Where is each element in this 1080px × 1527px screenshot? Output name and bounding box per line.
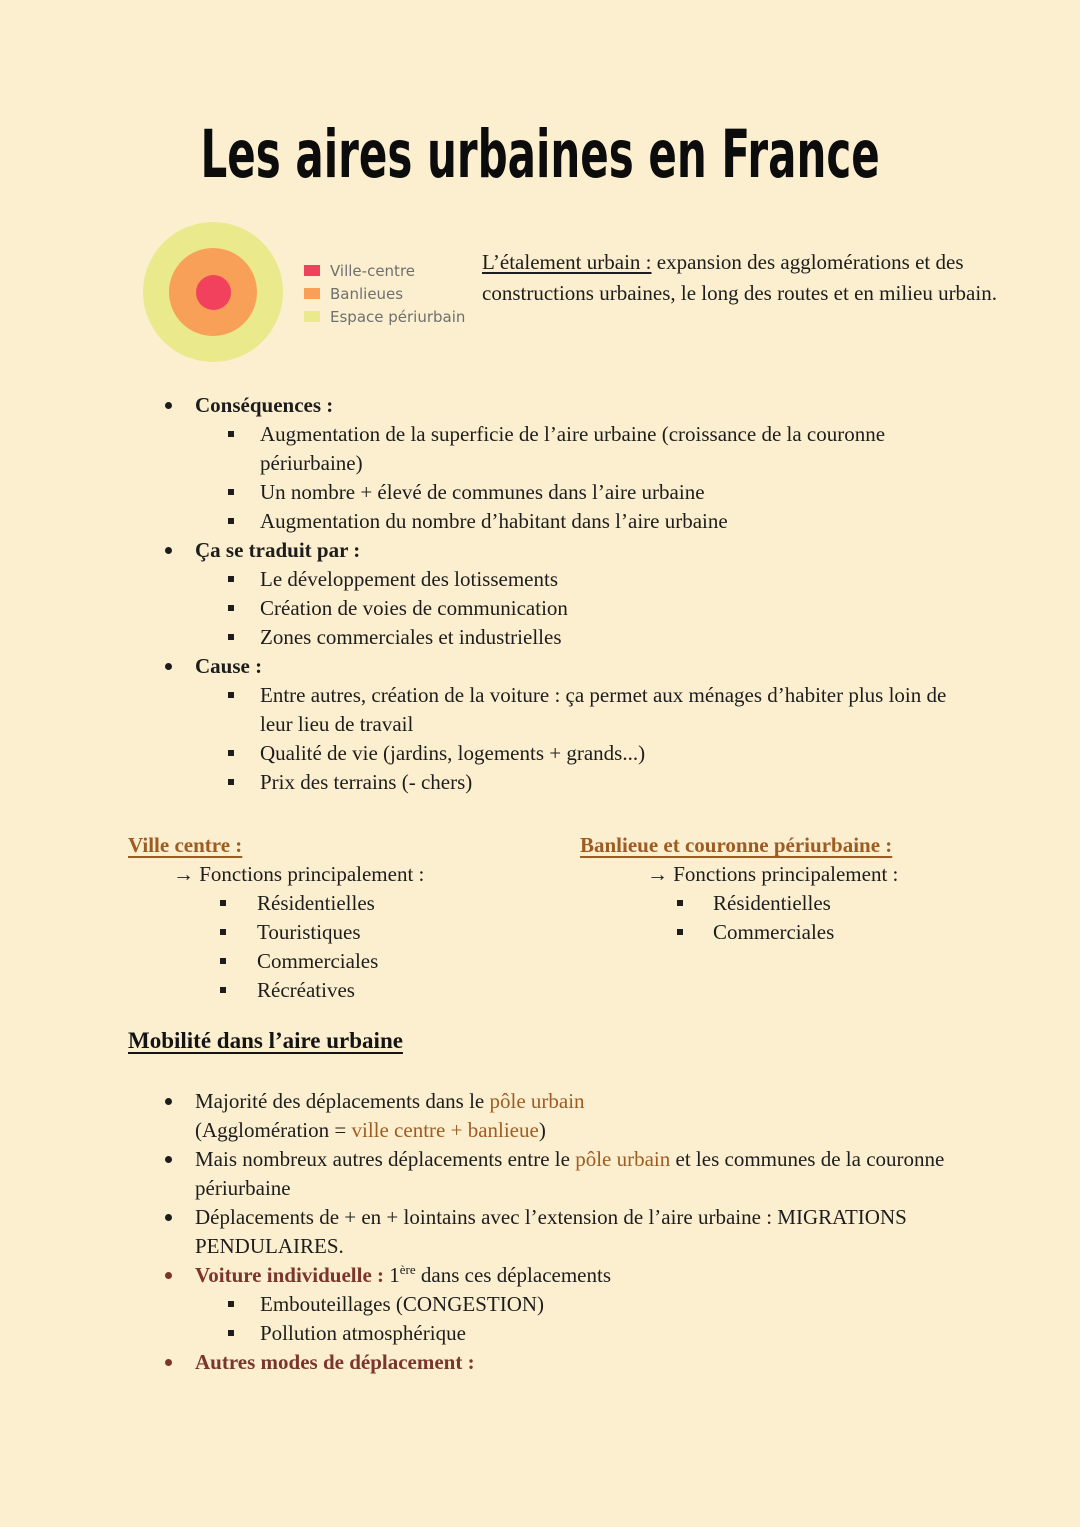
definition-term: L’étalement urbain : (482, 250, 652, 274)
legend-label: Ville-centre (330, 261, 416, 280)
banlieues-circle (169, 248, 257, 336)
list-item (0, 1087, 1080, 1145)
list-item-line (195, 1087, 952, 1116)
column-subheading: → Fonctions principalement : (647, 862, 899, 886)
list-subitem (0, 768, 1080, 797)
emphasis-lead: Autres modes de déplacement : (195, 1350, 475, 1374)
list-subitem (0, 594, 1080, 623)
bullet-dot-icon (165, 547, 172, 554)
espace-periurbain-circle (143, 222, 283, 362)
legend-label: Espace périurbain (330, 307, 466, 326)
list-item-text: Déplacements de + en + lointains avec l’extension de l’aire urbaine : MIGRATIONS PENDULAIRES. (195, 1205, 907, 1258)
list-subitem-text: Qualité de vie (jardins, logements + grands...) (260, 741, 646, 765)
list-subitem-text: Commerciales (257, 949, 379, 973)
list-subitem (128, 918, 580, 947)
superscript-text: ère (399, 1262, 416, 1277)
list-subitem (0, 681, 1080, 739)
list-subitem (0, 1290, 1080, 1319)
mobility-list (0, 1087, 1080, 1377)
bullet-square-icon (228, 779, 234, 785)
diagram-legend (304, 259, 465, 328)
text-segment: ) (538, 1118, 546, 1142)
list-subitem (0, 1319, 1080, 1348)
list-subitem-text: Un nombre + élevé de communes dans l’aire urbaine (260, 480, 705, 504)
bullet-square-icon (228, 576, 234, 582)
column-ville-centre (128, 831, 580, 1005)
bullet-square-icon (220, 900, 226, 906)
list-subitem (128, 976, 580, 1005)
bullet-square-icon (228, 1301, 234, 1307)
legend-label: Banlieues (330, 284, 404, 303)
text-segment: Mais nombreux autres déplacements entre le (195, 1147, 576, 1171)
bullet-square-icon (228, 518, 234, 524)
list-subitem (128, 889, 580, 918)
list-subitem (580, 918, 1032, 947)
bullet-dot-icon (165, 1156, 172, 1163)
list-subitem-text: Prix des terrains (- chers) (260, 770, 473, 794)
accent-text: ville centre + banlieue (351, 1118, 539, 1142)
list-subitem-text: Récréatives (257, 978, 355, 1002)
legend-swatch-espace-periurbain-icon (304, 311, 320, 322)
column-heading: Banlieue et couronne périurbaine : (580, 833, 893, 857)
bullet-square-icon (228, 605, 234, 611)
bullet-square-icon (677, 929, 683, 935)
bullet-square-icon (220, 987, 226, 993)
text-segment: Majorité des déplacements dans le (195, 1089, 490, 1113)
list-subitem-text: Pollution atmosphérique (260, 1321, 466, 1345)
legend-row (304, 259, 465, 282)
bullet-square-icon (228, 692, 234, 698)
page-title (0, 116, 1080, 194)
list-subitem (128, 947, 580, 976)
list-subitem (0, 739, 1080, 768)
list-item (0, 1261, 1080, 1290)
page-title-text: Les aires urbaines en France (200, 116, 880, 194)
bullet-dot-icon (165, 663, 172, 670)
urban-area-diagram (143, 222, 283, 362)
column-subheading: → Fonctions principalement : (173, 862, 425, 886)
list-subitem-text: Touristiques (257, 920, 361, 944)
bullet-dot-icon (165, 1272, 172, 1279)
column-banlieue-couronne (580, 831, 1032, 947)
emphasis-lead: Voiture individuelle : (195, 1263, 385, 1287)
outline-list (0, 391, 1080, 797)
accent-text: pôle urbain (575, 1147, 671, 1171)
list-item (0, 1203, 1080, 1261)
list-subitem (0, 565, 1080, 594)
list-subitem (580, 889, 1032, 918)
list-subitem-text: Résidentielles (713, 891, 831, 915)
bullet-square-icon (228, 634, 234, 640)
list-item (0, 536, 1080, 565)
list-item (0, 391, 1080, 420)
list-subitem-text: Résidentielles (257, 891, 375, 915)
list-item-label: Cause : (195, 654, 263, 678)
text-segment: (Agglomération = (195, 1118, 352, 1142)
list-item-label: Ça se traduit par : (195, 538, 361, 562)
list-subitem-text: Augmentation du nombre d’habitant dans l’aire urbaine (260, 509, 728, 533)
list-item-label: Conséquences : (195, 393, 334, 417)
bullet-square-icon (228, 431, 234, 437)
definition-body: expansion des agglomérations et des constructions urbaines, le long des routes et en milieu urbain. (482, 250, 997, 305)
legend-swatch-banlieues-icon (304, 288, 320, 299)
list-subitem-text: Le développement des lotissements (260, 567, 559, 591)
text-segment: dans ces déplacements (415, 1263, 611, 1287)
list-item (0, 652, 1080, 681)
bullet-square-icon (228, 489, 234, 495)
bullet-dot-icon (165, 1359, 172, 1366)
bullet-square-icon (220, 958, 226, 964)
list-subitem (0, 420, 1080, 478)
bullet-dot-icon (165, 1214, 172, 1221)
legend-row (304, 282, 465, 305)
list-subitem-text: Augmentation de la superficie de l’aire urbaine (croissance de la couronne périurbaine) (260, 422, 886, 475)
text-segment: et les communes de la couronne périurbaine (195, 1147, 945, 1200)
text-segment: 1 (384, 1263, 400, 1287)
bullet-square-icon (228, 750, 234, 756)
list-subitem-text: Commerciales (713, 920, 835, 944)
list-subitem (0, 623, 1080, 652)
list-subitem (0, 478, 1080, 507)
section-heading-mobilite: Mobilité dans l’aire urbaine (128, 1028, 403, 1053)
bullet-dot-icon (165, 1098, 172, 1105)
ville-centre-circle (196, 275, 231, 310)
list-item (0, 1348, 1080, 1377)
list-subitem (0, 507, 1080, 536)
bullet-square-icon (220, 929, 226, 935)
list-subitem-text: Embouteillages (CONGESTION) (260, 1292, 545, 1316)
list-item-line (195, 1116, 952, 1145)
list-subitem-text: Zones commerciales et industrielles (260, 625, 562, 649)
bullet-square-icon (228, 1330, 234, 1336)
legend-row (304, 305, 465, 328)
column-heading: Ville centre : (128, 833, 243, 857)
bullet-dot-icon (165, 402, 172, 409)
list-subitem-text: Création de voies de communication (260, 596, 568, 620)
list-item (0, 1145, 1080, 1203)
bullet-square-icon (677, 900, 683, 906)
legend-swatch-ville-centre-icon (304, 265, 320, 276)
definition-paragraph (482, 247, 997, 309)
list-subitem-text: Entre autres, création de la voiture : ça permet aux ménages d’habiter plus loin de leur lieu de travail (260, 683, 947, 736)
accent-text: pôle urbain (489, 1089, 585, 1113)
